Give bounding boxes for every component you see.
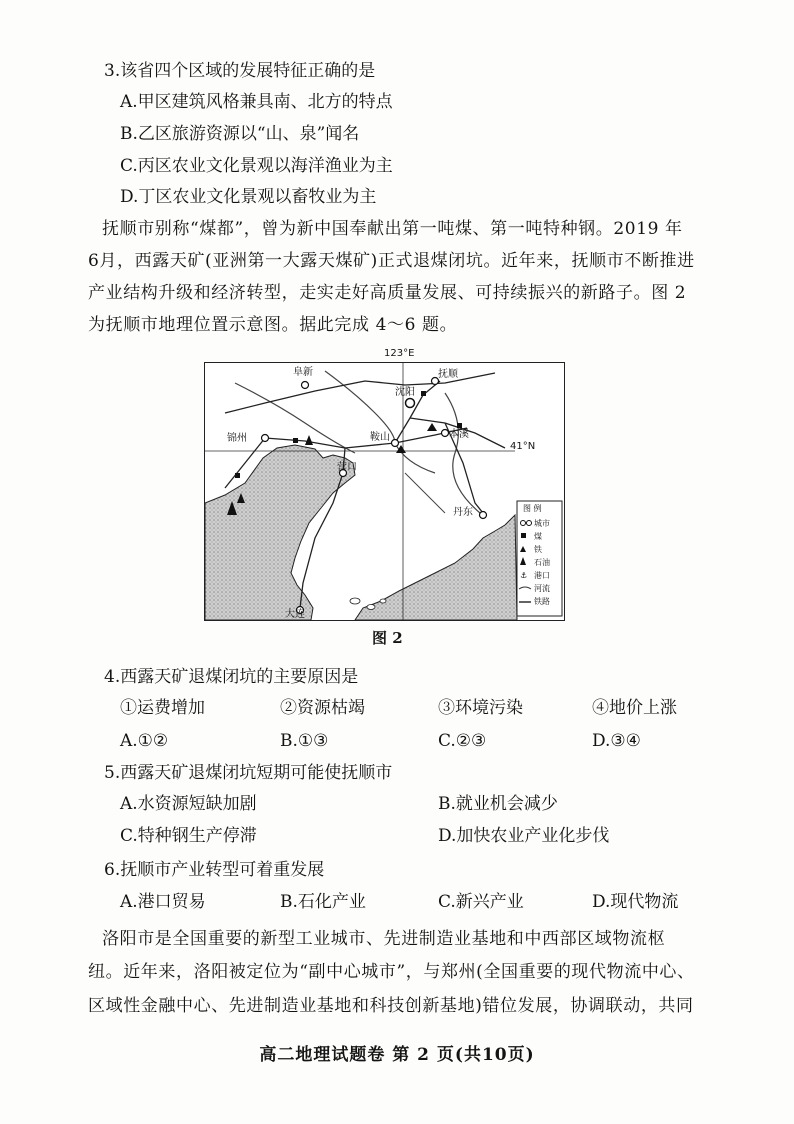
q4-option-d: D.③④ <box>592 731 641 751</box>
q3-option-b: B.乙区旅游资源以“山、泉”闻名 <box>120 124 360 144</box>
q6-option-b: B.石化产业 <box>280 892 366 912</box>
legend-river: 河流 <box>534 584 550 593</box>
q3-stem: 3.该省四个区域的发展特征正确的是 <box>104 61 376 81</box>
figure-caption: 图 2 <box>372 629 403 647</box>
label-shenyang: 沈阳 <box>395 387 415 398</box>
city-jinzhou <box>262 435 269 442</box>
q4-option-b: B.①③ <box>280 731 329 751</box>
q4-item-2: ②资源枯竭 <box>280 698 365 718</box>
q6-option-a: A.港口贸易 <box>120 892 206 912</box>
label-anshan: 鞍山 <box>370 432 390 443</box>
legend-coal: 煤 <box>534 532 542 541</box>
map-svg <box>205 363 564 620</box>
q3-option-d: D.丁区农业文化景观以畜牧业为主 <box>120 187 377 207</box>
label-dandong: 丹东 <box>453 507 473 518</box>
q5-option-a: A.水资源短缺加剧 <box>120 794 257 814</box>
label-yingkou: 营口 <box>337 462 357 473</box>
city-shenyang <box>406 399 415 408</box>
location-map <box>204 362 565 621</box>
label-fuxin: 阜新 <box>293 367 313 378</box>
q4-item-4: ④地价上涨 <box>592 698 677 718</box>
city-fuxin <box>302 382 309 389</box>
legend-oil: 石油 <box>534 558 550 567</box>
page-footer: 高二地理试题卷 第 2 页(共10页) <box>259 1045 535 1065</box>
para2-line-2: 纽。近年来，洛阳被定位为“副中心城市”，与郑州(全国重要的现代物流中心、 <box>88 962 695 982</box>
oil-symbol <box>305 435 313 445</box>
q4-stem: 4.西露天矿退煤闭坑的主要原因是 <box>104 667 359 687</box>
q5-stem: 5.西露天矿退煤闭坑短期可能使抚顺市 <box>104 763 393 783</box>
intro-line-2: 6月，西露天矿(亚洲第一大露天煤矿)正式退煤闭坑。近年来，抚顺市不断推进 <box>88 251 695 271</box>
intro-line-3: 产业结构升级和经济转型，走实走好高质量发展、可持续振兴的新路子。图 2 <box>88 283 687 303</box>
q3-option-a: A.甲区建筑风格兼具南、北方的特点 <box>120 92 393 112</box>
q4-item-3: ③环境污染 <box>438 698 523 718</box>
para2-line-3: 区域性金融中心、先进制造业基地和科技创新基地)错位发展，协调联动，共同 <box>88 996 694 1016</box>
lat-label: 41°N <box>510 441 536 452</box>
legend-iron: 铁 <box>534 545 542 554</box>
legend-city: 城市 <box>534 519 550 528</box>
svg-text:⚓: ⚓ <box>520 571 528 580</box>
city-benxi <box>442 430 449 437</box>
bohai-sea <box>205 445 355 620</box>
label-fushun: 抚顺 <box>438 369 458 380</box>
coal-symbol <box>457 423 462 428</box>
coal-symbol <box>235 473 240 478</box>
legend-railway: 铁路 <box>534 597 550 606</box>
intro-line-1: 抚顺市别称“煤都”，曾为新中国奉献出第一吨煤、第一吨特种钢。2019 年 <box>102 219 683 239</box>
q5-option-c: C.特种钢生产停滞 <box>120 826 257 846</box>
para2-line-1: 洛阳市是全国重要的新型工业城市、先进制造业基地和中西部区域物流枢 <box>102 929 666 949</box>
q4-item-1: ①运费增加 <box>120 698 205 718</box>
city-dandong <box>480 512 487 519</box>
q5-option-b: B.就业机会减少 <box>438 794 558 814</box>
label-benxi: 本溪 <box>449 429 469 440</box>
label-jinzhou: 锦州 <box>227 433 247 444</box>
city-anshan <box>392 440 399 447</box>
legend-port: 港口 <box>534 571 550 580</box>
q3-option-c: C.丙区农业文化景观以海洋渔业为主 <box>120 156 393 176</box>
q6-stem: 6.抚顺市产业转型可着重发展 <box>104 860 325 880</box>
q5-option-d: D.加快农业产业化步伐 <box>438 826 610 846</box>
yellow-sea <box>355 515 517 620</box>
iron-symbol <box>427 423 437 431</box>
intro-line-4: 为抚顺市地理位置示意图。据此完成 4～6 题。 <box>88 315 458 335</box>
lon-label: 123°E <box>384 348 415 359</box>
legend-title: 图 例 <box>523 504 542 513</box>
q4-option-a: A.①② <box>120 731 169 751</box>
q4-option-c: C.②③ <box>438 731 487 751</box>
q6-option-d: D.现代物流 <box>592 892 679 912</box>
q6-option-c: C.新兴产业 <box>438 892 524 912</box>
label-dalian: 大连 <box>285 609 305 620</box>
coal-symbol <box>293 438 298 443</box>
coal-symbol <box>421 391 426 396</box>
